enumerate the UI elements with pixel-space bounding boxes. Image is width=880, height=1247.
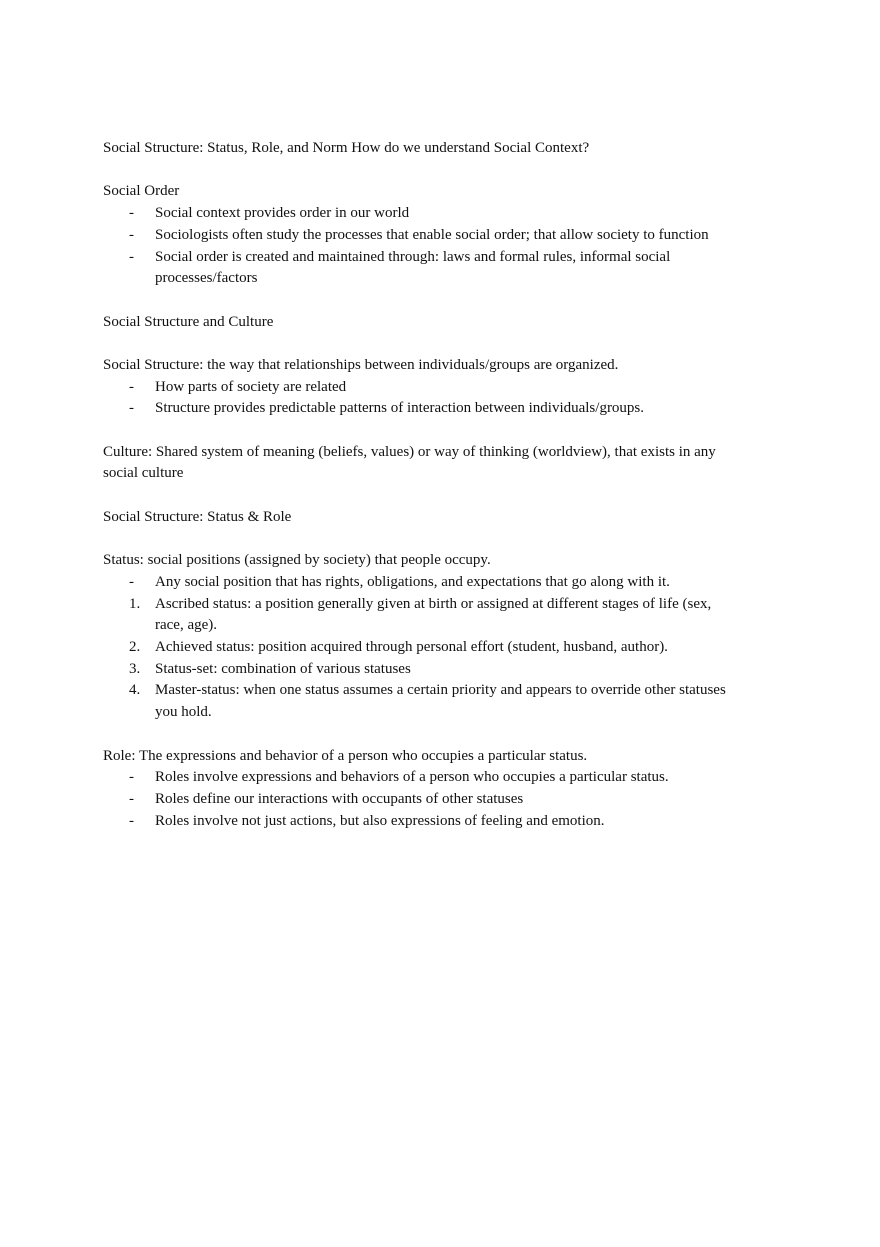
- bullet-marker: -: [129, 812, 134, 829]
- list-item-text: Roles involve not just actions, but also expressions of feeling and emotion.: [155, 812, 605, 829]
- list-item: [103, 767, 743, 789]
- status-bullet-list: [103, 572, 743, 594]
- bullet-marker: -: [129, 226, 134, 243]
- spacer: [103, 290, 743, 312]
- list-item: [103, 789, 743, 811]
- bullet-marker: -: [129, 205, 134, 222]
- bullet-marker: -: [129, 769, 134, 786]
- status-numbered-list: [103, 594, 743, 724]
- list-item-text: Any social position that has rights, obligations, and expectations that go along with it.: [155, 573, 670, 590]
- list-item: [103, 203, 743, 225]
- numbered-item: [103, 680, 743, 723]
- item-number: 3.: [129, 660, 141, 677]
- item-number: 4.: [129, 682, 141, 699]
- social-structure-definition: Social Structure: the way that relationships between individuals/groups are organized.: [103, 356, 619, 373]
- document-page: [103, 138, 743, 832]
- spacer: [103, 485, 743, 507]
- numbered-item-text: Status-set: combination of various statuses: [155, 660, 411, 677]
- spacer: [103, 333, 743, 355]
- numbered-item: [103, 637, 743, 659]
- social-order-list: [103, 203, 743, 290]
- document-title: Social Structure: Status, Role, and Norm How do we understand Social Context?: [103, 140, 590, 156]
- role-bullet-list: [103, 767, 743, 832]
- list-item: [103, 811, 743, 833]
- numbered-item: [103, 594, 743, 637]
- list-item-text: Roles define our interactions with occupants of other statuses: [155, 790, 524, 807]
- status-role-heading: Social Structure: Status & Role: [103, 508, 292, 525]
- list-item: [103, 247, 743, 290]
- social-order-heading: Social Order: [103, 183, 180, 200]
- spacer: [103, 724, 743, 746]
- social-structure-list: [103, 377, 743, 420]
- status-definition: Status: social positions (assigned by society) that people occupy.: [103, 552, 491, 569]
- bullet-marker: -: [129, 573, 134, 590]
- list-item-text: Social context provides order in our world: [155, 205, 410, 222]
- numbered-item-text: Achieved status: position acquired through personal effort (student, husband, author).: [155, 639, 668, 656]
- list-item: [103, 572, 743, 594]
- role-definition: Role: The expressions and behavior of a person who occupies a particular status.: [103, 747, 588, 764]
- list-item-text: Sociologists often study the processes that enable social order; that allow society to function: [155, 226, 709, 243]
- list-item: [103, 398, 743, 420]
- bullet-marker: -: [129, 248, 134, 265]
- list-item: [103, 225, 743, 247]
- numbered-item: [103, 659, 743, 681]
- spacer: [103, 160, 743, 182]
- numbered-item-text: Master-status: when one status assumes a certain priority and appears to override other statuses you hold.: [155, 682, 726, 721]
- numbered-item-text: Ascribed status: a position generally given at birth or assigned at different stages of life (sex, race, age).: [155, 595, 712, 634]
- bullet-marker: -: [129, 790, 134, 807]
- list-item-text: Social order is created and maintained through: laws and formal rules, informal social processes/factors: [155, 248, 671, 287]
- item-number: 2.: [129, 639, 141, 656]
- spacer: [103, 529, 743, 551]
- bullet-marker: -: [129, 400, 134, 417]
- list-item-text: Roles involve expressions and behaviors of a person who occupies a particular status.: [155, 769, 669, 786]
- spacer: [103, 420, 743, 442]
- bullet-marker: -: [129, 378, 134, 395]
- list-item-text: How parts of society are related: [155, 378, 347, 395]
- culture-definition: Culture: Shared system of meaning (beliefs, values) or way of thinking (worldview), that exists in any social culture: [103, 443, 716, 482]
- structure-culture-heading: Social Structure and Culture: [103, 313, 274, 330]
- list-item-text: Structure provides predictable patterns of interaction between individuals/groups.: [155, 400, 645, 417]
- item-number: 1.: [129, 595, 141, 612]
- list-item: [103, 377, 743, 399]
